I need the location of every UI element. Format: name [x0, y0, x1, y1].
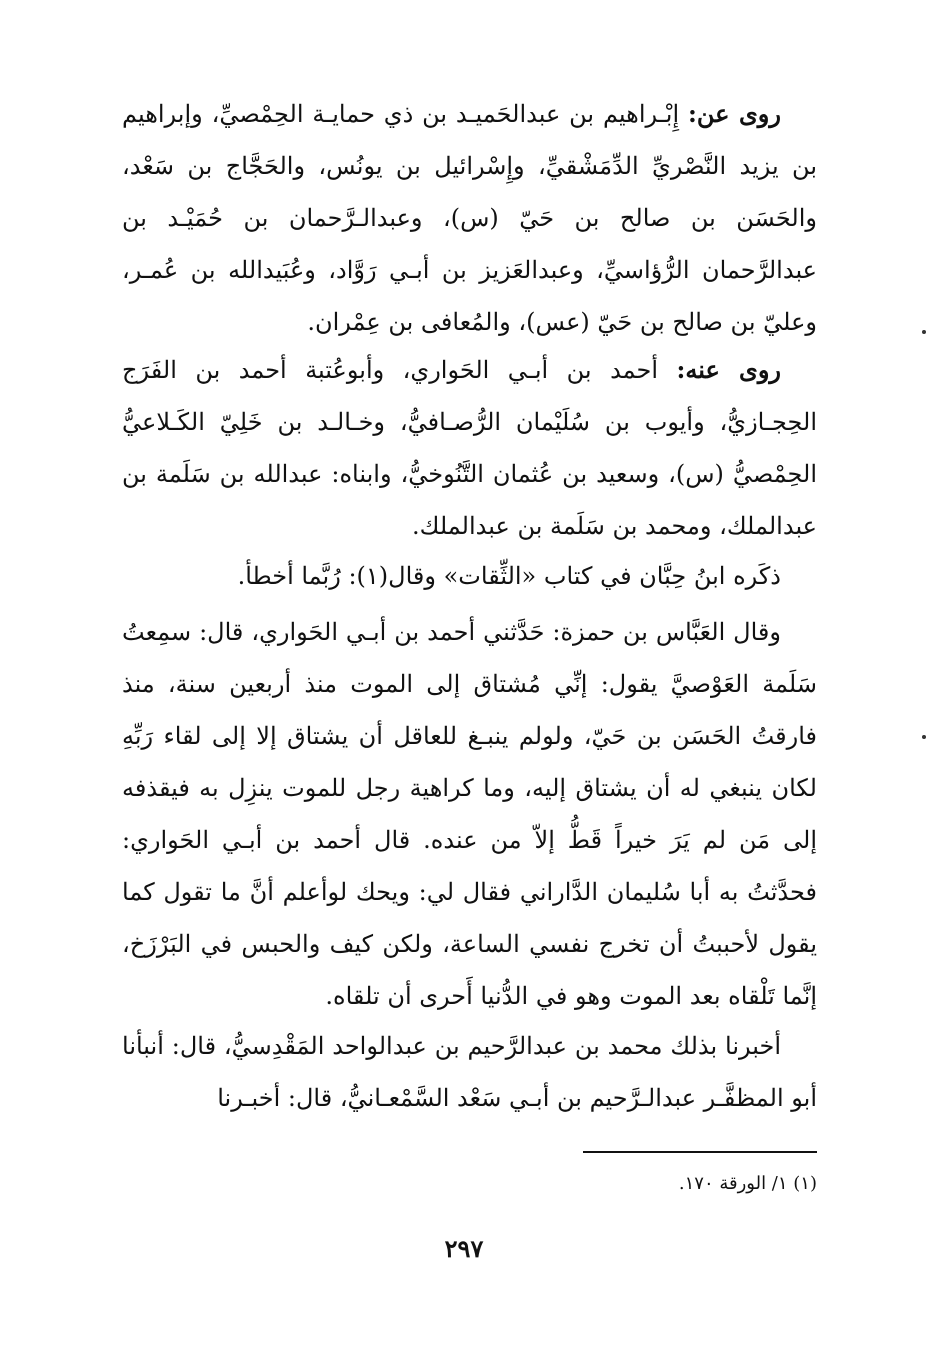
paragraph-text: أخبرنا بذلك محمد بن عبدالرَّحيم بن عبدالواحد المَقْدِسيُّ، قال: أنبأنا أبو المظفَّـر عبدالـرَّحيم بن أبـي سَعْد السَّمْعـانيُّ، قال: أخبـرنا: [122, 1032, 817, 1112]
page-number: ٢٩٧: [444, 1234, 484, 1263]
paragraph-narrated-from: [122, 88, 817, 348]
paragraph-isnad: [122, 1020, 817, 1124]
paragraph-narrated-by: [122, 344, 817, 552]
paragraph-lead: روى عنه:: [676, 355, 781, 384]
paragraph-text: إِبْـراهيم بن عبدالحَميـد بن ذي حمايـة الحِمْصيِّ، وإبراهيم بن يزيد النَّصْريِّ الدِّمَشْقيِّ، وإِسْرائيل بن يونُس، والحَجَّاج بن سَعْد، والحَسَن بن صالح بن حَيّ (س)، وعبدالـرَّحمان بن حُمَيْـد بن عبدالرَّحمان الرُّؤاسيِّ، وعبدالعَزيز بن أبـي رَوَّاد، وعُبَيدالله بن عُمـر، وعليّ بن صالح بن حَيّ (عس)، والمُعافى بن عِمْران.: [122, 100, 817, 336]
margin-mark: [922, 330, 926, 334]
paragraph-lead: روى عن:: [687, 99, 781, 128]
paragraph-abbas-narration: [122, 606, 817, 1022]
paragraph-ibn-hibban: [122, 550, 817, 602]
footnote: (١) ١/ الورقة ١٧٠.: [678, 1173, 817, 1194]
paragraph-body: [122, 88, 817, 348]
paragraph-text: ذكَره ابنُ حِبَّان في كتاب «الثِّقات» وقال(١): رُبَّما أخطأ.: [237, 562, 781, 590]
paragraph-text: أحمد بن أبـي الحَواري، وأبوعُتبة أحمد بن الفَرَج الحِجـازيُّ، وأيوب بن سُلَيْمان الرُّصـافيُّ، وخـالـد بن خَلِيّ الكَـلاعيُّ الحِمْصيُّ (س)، وسعيد بن عُثمان التَّنُوخيُّ، وابناه: عبدالله بن سَلَمة بن عبدالملك، ومحمد بن سَلَمة بن عبدالملك.: [122, 356, 817, 540]
paragraph-text: وقال العَبَّاس بن حمزة: حَدَّثني أحمد بن أبـي الحَواري، قال: سمِعتُ سَلَمة العَوْصيَّ يقول: إنِّي مُشتاق إلى الموت منذ أربعين سنة، منذ فارقتُ الحَسَن بن حَيّ، ولولم ينبـغ للعاقل أن يشتاق إلا إلى لقاء رَبِّهِ لكان ينبغي له أن يشتاق إليه، وما كراهية رجل للموت ينزِل به فيقذفه إلى مَن لم يَرَ خيراً قَطُّ إلاّ من عنده. قال أحمد بن أبـي الحَواري: فحدَّثتُ به أبا سُليمان الدَّاراني فقال لي: ويحك لوأعلم أنَّ ما تقول كما يقول لأحببتُ أن تخرج نفسي الساعة، ولكن كيف والحبس في البَرْزَخ، إنَّما تَلْقاه بعد الموت وهو في الدُّنيا أَحرى أن تلقاه.: [122, 618, 817, 1010]
paragraph-body: [122, 344, 817, 552]
footnote-divider: [583, 1151, 817, 1153]
margin-mark: [922, 735, 926, 739]
